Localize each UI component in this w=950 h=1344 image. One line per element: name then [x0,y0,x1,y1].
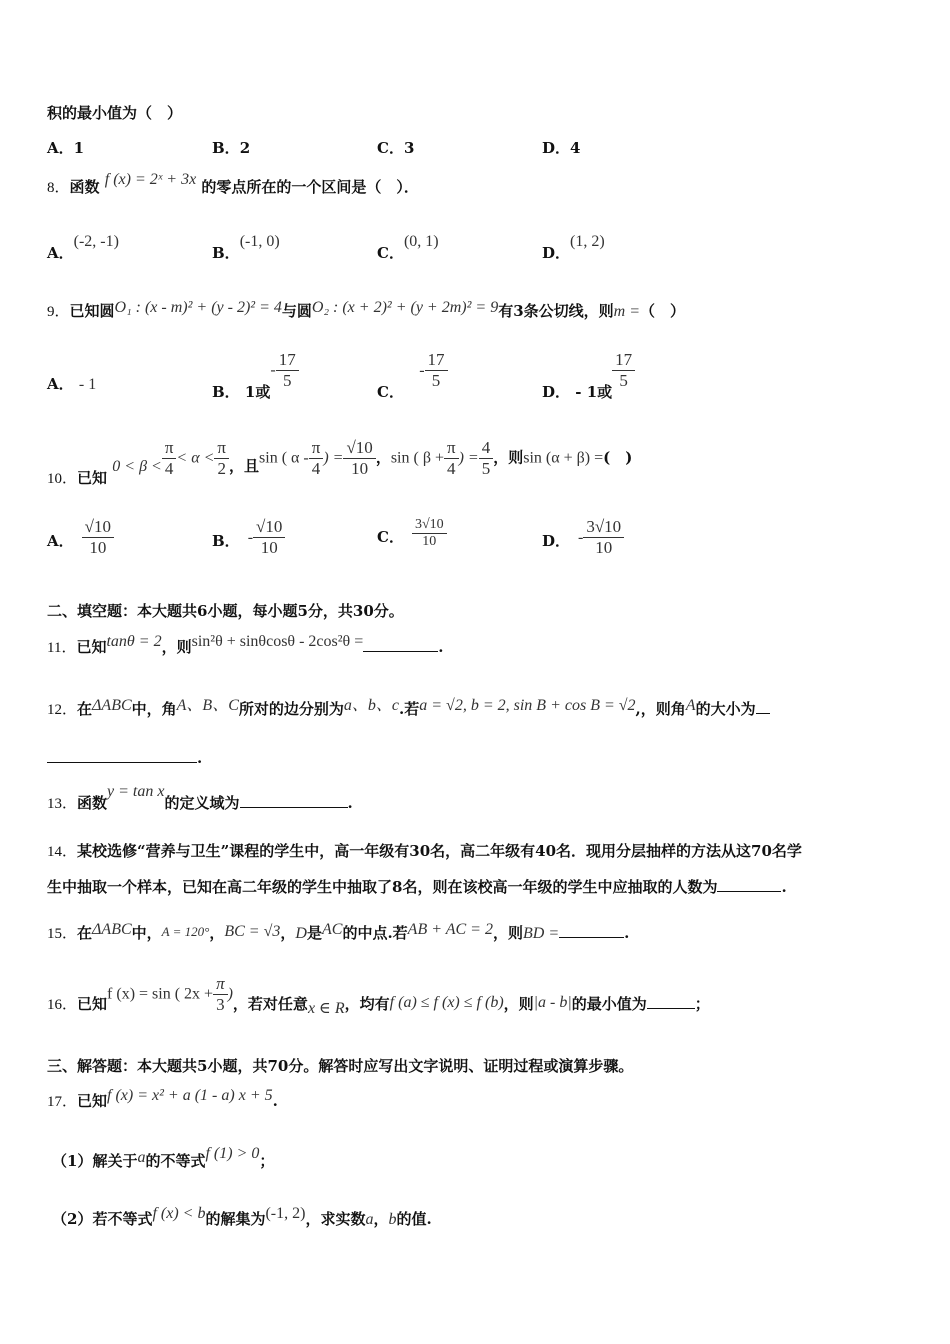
q12-stem: 12．在ΔABC中，角A、B、C所对的边分别为a、b、c.若a = √2, b = 2, sin B + cos B = √2,，则角A的大小为 [47,696,770,719]
q8-option-d: D．(1, 2) [542,233,605,262]
q11-answer-blank[interactable] [363,637,438,652]
q9-option-a: A． - 1 [47,375,97,393]
q7-option-a: A．1 [47,139,85,157]
q8-option-b: B．(-1, 0) [212,233,280,262]
q10-stem: 10．已知 0 < β < $\frac{\pi}{4}$ < α < $\frac{\pi}{2}$ ，且sin ( α - $\frac{\pi}{4}$ ) = $\frac{√10}{10}$ ，sin ( β + $\frac{\pi}{4}$ ) = $\frac{4}{5}$ ，则sin (α + β) =( ) [47,438,633,487]
q11-stem: 11．已知tanθ = 2，则sin²θ + sinθcosθ - 2cos²θ = . [47,633,444,656]
q9-option-b: B． 1或- $\frac{17}{5}$ [212,350,299,391]
q7-stem: 积的最小值为（ ） [47,104,183,122]
q9-option-c: C． - $\frac{17}{5}$ [377,350,448,391]
q7-option-b: B．2 [212,139,251,157]
q13-stem: 13．函数y = tan x的定义域为 . [47,783,353,812]
q10-option-b: B． - $\frac{√10}{10}$ [212,517,285,558]
q15-answer-blank[interactable] [559,923,624,938]
q10-option-d: D． - $\frac{3√10}{10}$ [542,517,624,558]
q9-option-d: D． - 1或 $\frac{17}{5}$ [542,350,635,391]
q14-answer-blank[interactable] [717,877,781,892]
q14-stem-cont: 生中抽取一个样本，已知在高二年级的学生中抽取了8名，则在该校高一年级的学生中应抽取的人数为 . [47,878,787,896]
q17-part1: （1）解关于a的不等式f (1) > 0； [52,1145,275,1170]
q10-option-c: C． $\frac{3√10}{10}$ [377,517,447,550]
q13-answer-blank[interactable] [240,793,348,808]
q12-answer-blank-start[interactable] [756,699,770,714]
q17-part2: （2）若不等式f (x) < b的解集为(-1, 2)，求实数a，b的值. [52,1205,432,1228]
q8-option-a: A．(-2, -1) [47,233,119,262]
q7-option-d: D．4 [542,139,581,157]
section-solution-title: 三、解答题：本大题共5小题，共70分。解答时应写出文字说明、证明过程或演算步骤。 [47,1057,634,1075]
q16-answer-blank[interactable] [647,994,695,1009]
q17-stem: 17．已知f (x) = x² + a (1 - a) x + 5. [47,1087,278,1110]
q8-stem: 8．函数 f (x) = 2ˣ + 3x 的零点所在的一个区间是（ ）． [47,171,419,196]
q16-stem: 16．已知f (x) = sin ( 2x + $\frac{\pi}{3}$ )，若对任意x ∈ R，均有f (a) ≤ f (x) ≤ f (b)，则|a - b|的最小值为 ； [47,974,710,1017]
section-fill-in-title: 二、填空题：本大题共6小题，每小题5分，共30分。 [47,602,404,620]
q12-answer-blank[interactable] [47,748,197,763]
q8-option-c: C．(0, 1) [377,233,439,262]
q15-stem: 15．在ΔABC中，A = 120°，BC = √3，D是AC的中点.若AB + AC = 2，则BD = . [47,921,630,942]
q7-option-c: C．3 [377,139,415,157]
q14-stem: 14．某校选修“营养与卫生”课程的学生中，高一年级有30名，高二年级有40名．现用分层抽样的方法从这70名学 [47,842,802,860]
q9-stem: 9．已知圆O₁ : (x - m)² + (y - 2)² = 4与圆O₂ : (x + 2)² + (y + 2m)² = 9有3条公切线，则m =（ ） [47,299,686,320]
q10-option-a: A． $\frac{√10}{10}$ [47,517,114,558]
q12-stem-cont: . [47,748,202,767]
